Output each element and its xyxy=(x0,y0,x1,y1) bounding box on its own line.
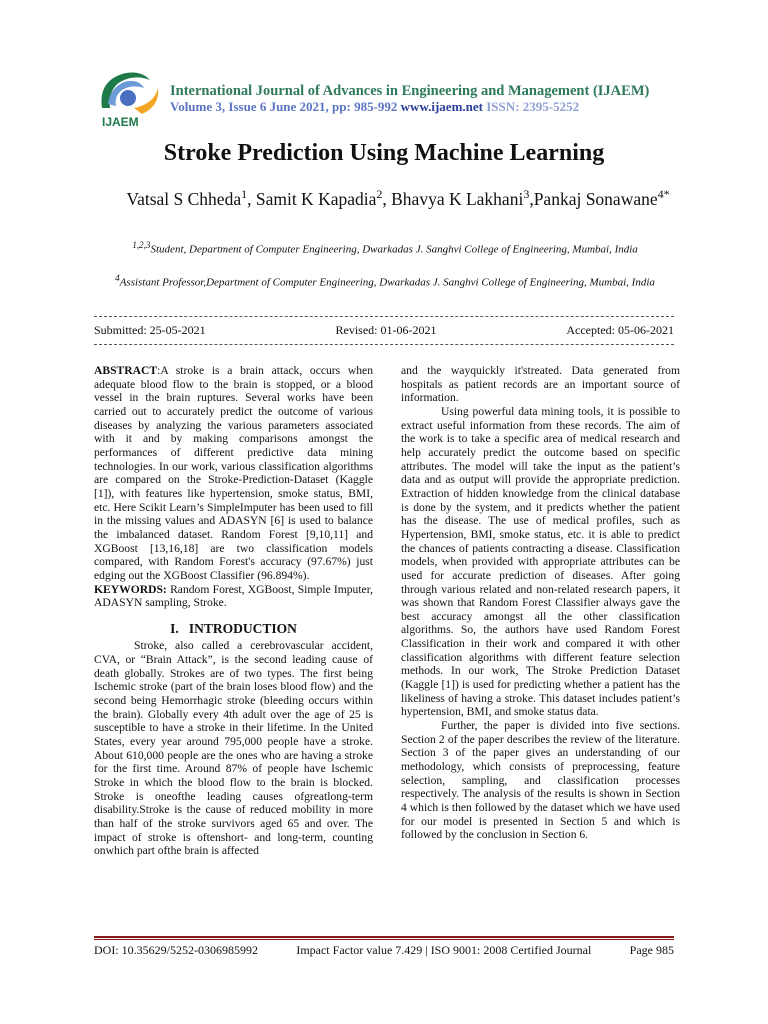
affiliation-text: Assistant Professor,Department of Computer Engineering, Dwarkadas J. Sanghvi College of Engineering, Mumbai, India xyxy=(119,276,655,289)
abstract-text: :A stroke is a brain attack, occurs when adequate blood flow to the brain is stopped, or a blood vessel in the brain ruptures. Several works have been carried out to accurately predict the outcome of various diseases by analyzing the various parameters associated with it and by making comparisons amongst the performances of different predictive data mining technologies. In our work, various classification algorithms are compared on the Stroke-Prediction-Dataset (Kaggle [1]), with features like hypertension, smoke status, BMI, etc. Here Scikit Learn’s SimpleImputer has been used to fill in the missing values and ADASYN [6] is used to balance the imbalanced dataset. Random Forest [9,10,11] and XGBoost [13,16,18] are two classification models compared, with Random Forest's accuracy (97.67%) just edging out the XGBoost Classifier (96.894%). xyxy=(94,364,373,582)
affiliation xyxy=(100,271,670,291)
author-affil-mark: 1 xyxy=(241,187,248,201)
intro-paragraph-1: Stroke, also called a cerebrovascular accident, CVA, or “Brain Attack”, is the second leading cause of death globally. Strokes are of two types. The first being Ischemic stroke (part of the brain loses blood flow) and the second being Hemorrhagic stroke (bleeding occurs within the brain). Globally every 4th adult over the age of 25 is susceptible to have a stroke in their lifetime. In the United States, every year around 795,000 people have a stroke. About 610,000 people are the ones who are having a stroke for the first time. Around 87% of people have Ischemic Stroke in which the blood flow to the brain is blocked. Stroke is oneofthe leading causes ofgreatlong-term disability.Stroke is the cause of reduced mobility in more than half of the stroke survivors aged 65 and over. The impact of stroke is oftenshort- and long-term, counting onwhich part ofthe brain is affected xyxy=(94,639,373,858)
paper-title: Stroke Prediction Using Machine Learning xyxy=(163,140,605,166)
section-number: I. xyxy=(170,620,179,636)
journal-name: International Journal of Advances in Engineering and Management (IJAEM) xyxy=(170,83,650,99)
author-name: Vatsal S Chheda xyxy=(126,188,242,209)
footer-doi[interactable]: DOI: 10.35629/5252-0306985992 xyxy=(94,943,258,957)
abstract xyxy=(94,364,373,583)
right-column xyxy=(401,364,680,842)
accepted-date: Accepted: 05-06-2021 xyxy=(566,323,674,337)
affiliation xyxy=(100,238,670,258)
author-separator: , xyxy=(382,188,392,209)
author-separator: , xyxy=(529,188,534,209)
section-heading xyxy=(94,622,373,636)
footer-page: Page 985 xyxy=(629,943,674,957)
divider xyxy=(94,344,674,345)
footer-rule-thin xyxy=(94,939,674,940)
page-footer xyxy=(94,943,674,958)
author-name: Bhavya K Lakhani xyxy=(391,188,524,209)
revised-date: Revised: 01-06-2021 xyxy=(335,323,437,337)
ijaem-logo xyxy=(94,68,164,130)
author-list xyxy=(118,181,678,213)
author-affil-mark: 3 xyxy=(523,187,530,201)
author-separator: , xyxy=(247,188,256,209)
divider xyxy=(94,316,674,317)
intro-paragraph-1-cont: and the wayquickly it'streated. Data generated from hospitals as patient records are an important source of information. xyxy=(401,364,680,405)
affiliation-text: Student, Department of Computer Engineering, Dwarkadas J. Sanghvi College of Engineering, Mumbai, India xyxy=(150,243,638,256)
svg-text:IJAEM: IJAEM xyxy=(102,115,139,129)
journal-issn: ISSN: 2395-5252 xyxy=(486,99,580,114)
author-name: Pankaj Sonawane xyxy=(533,188,658,209)
intro-paragraph-3: Further, the paper is divided into five sections. Section 2 of the paper describes the review of the literature. Section 3 of the paper gives an understanding of our methodology, which consists of preprocessing, feature selection, sampling, and classification processes respectively. The analysis of the results is shown in Section 4 which is then followed by the dataset which we have used for our model is presented in Section 5 and which is followed by the conclusion in Section 6. xyxy=(401,719,680,842)
journal-issue-line xyxy=(170,99,579,115)
author-affil-mark: 2 xyxy=(376,187,383,201)
keywords-text: Random Forest, XGBoost, Simple Imputer, ADASYN sampling, Stroke. xyxy=(94,582,373,610)
keywords xyxy=(94,583,373,610)
keywords-label: KEYWORDS: xyxy=(94,582,167,596)
submission-dates xyxy=(94,323,674,338)
intro-paragraph-2: Using powerful data mining tools, it is possible to extract useful information from these records. The aim of the work is to take a specific area of medical research and help accurately predict the outcome based on specific attributes. The model will take the input as the patient’s data and as output will provide the appropriate prediction. Extraction of hidden knowledge from the clinical database is done by the system, and it predicts whether the patient has the disease. The use of medical profiles, such as Hypertension, BMI, smoke status, etc. it is able to predict the chances of patients contracting a disease. Classification models, when provided with appropriate attributes can be used for accurate prediction of diseases. After going through various related and non-related research papers, it was shown that Random Forest Classifier always gave the best accuracy amongst all the other classification algorithms. So, the authors have used Random Forest Classification in their work and compared it with other classification algorithms with different feature selection methods. In our work, The Stroke Prediction Dataset (Kaggle [1]) is used for predicting whether a patient has the likeliness of having a stroke. This dataset includes patient’s hypertension, BMI, and smoke status data. xyxy=(401,404,680,719)
affiliation-mark: 1,2,3 xyxy=(132,240,151,250)
abstract-label: ABSTRACT xyxy=(94,364,158,377)
submitted-date: Submitted: 25-05-2021 xyxy=(94,323,206,337)
author-affil-mark: 4* xyxy=(657,187,670,201)
section-title: INTRODUCTION xyxy=(188,620,297,636)
journal-issue: Volume 3, Issue 6 June 2021, pp: 985-992 xyxy=(170,99,398,114)
footer-rule xyxy=(94,936,674,938)
affiliation-mark: 4 xyxy=(115,273,120,283)
left-column xyxy=(94,364,373,858)
journal-url[interactable]: www.ijaem.net xyxy=(400,99,483,114)
author-name: Samit K Kapadia xyxy=(255,188,377,209)
footer-impact: Impact Factor value 7.429 | ISO 9001: 2008 Certified Journal xyxy=(296,943,592,957)
